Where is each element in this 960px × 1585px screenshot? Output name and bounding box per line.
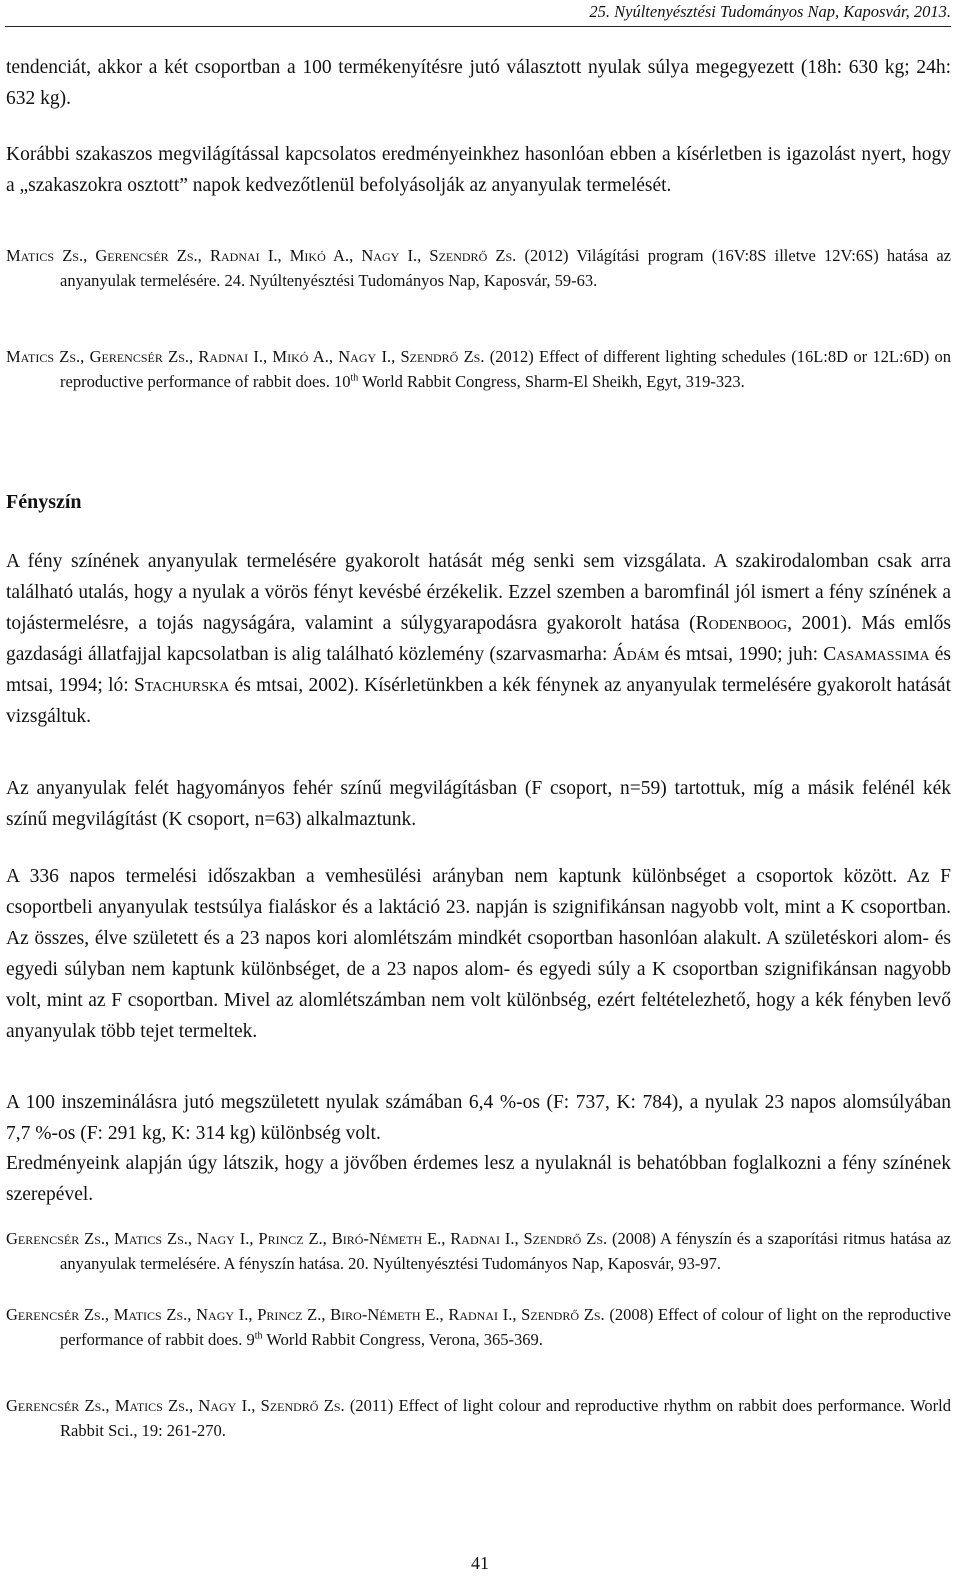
citation-author: Ádám (612, 644, 660, 665)
paragraph-results-summary: A 100 inszeminálásra jutó megszületett nyulak számában 6,4 %-os (F: 737, K: 784), a nyulak 23 napos alomsúlyában 7,7 %-os (F: 291 kg, K: 314 kg) különbség volt. (6, 1092, 951, 1144)
paragraph-methods: Az anyanyulak felét hagyományos fehér színű megvilágításban (F csoport, n=59) tartottuk, míg a másik felénél kék színű megvilágítást (K csoport, n=63) alkalmaztunk. (6, 778, 951, 830)
citation-author: Casamassima (823, 644, 930, 665)
paragraph-lighting-conclusion: Korábbi szakaszos megvilágítással kapcsolatos eredményeinkhez hasonlóan ebben a kísérletben is igazolást nyert, hogy a „szakaszokra osztott” napok kedvezőtlenül befolyásolják az anyanyulak termelését. (6, 144, 951, 196)
citation-author: Rodenboog (695, 613, 788, 634)
running-header: 25. Nyúltenyésztési Tudományos Nap, Kaposvár, 2013. (589, 2, 951, 21)
reference-authors: Gerencsér Zs., Matics Zs., Nagy I., Princz Z., Biro-Németh E., Radnai I., Szendrő Zs. (6, 1305, 605, 1324)
paragraph-results: A 336 napos termelési időszakban a vemhesülési arányban nem kaptunk különbséget a csoportok között. Az F csoportbeli anyanyulak testsúlya fialáskor és a laktáció 23. napján is szignifikánsan nagyobb volt, mint a K csoportban. Az összes, élve született és a 23 napos kori alomlétszám mindkét csoportban hasonlóan alakult. A születéskori alom- és egyedi súlyban nem kaptunk különbséget, de a 23 napos alom- és egyedi súly a K csoportban szignifikánsan nagyobb volt, mint az F csoportban. Mivel az alomlétszámban nem volt különbség, ezért feltételezhető, hogy a kék fényben levő anyanyulak több tejet termeltek. (6, 866, 951, 1042)
paragraph-text: és mtsai, 2002). Kísérletünkben a kék fénynek az anyanyulak termelésére gyakorolt hatását vizsgáltuk. (6, 675, 952, 727)
reference-matics-2012-hu (6, 243, 951, 293)
reference-text: (2008) Effect of colour of light on the reproductive performance of rabbit does. 9 (60, 1305, 951, 1349)
reference-matics-2012-en (6, 344, 951, 394)
reference-text: (2008) A fényszín és a szaporítási ritmus hatása az anyanyulak termelésére. A fényszín hatása. 20. Nyúltenyésztési Tudományos Nap, Kaposvár, 93-97. (60, 1229, 951, 1273)
reference-text: (2012) Effect of different lighting schedules (16L:8D or 12L:6D) on reproductive performance of rabbit does. 10 (60, 347, 951, 391)
reference-gerencser-2008-hu (6, 1226, 951, 1276)
paragraph-text: és mtsai, 1994; ló: (6, 644, 951, 696)
reference-authors: Gerencsér Zs., Matics Zs., Nagy I., Princz Z., Biró-Németh E., Radnai I., Szendrő Zs. (6, 1229, 608, 1248)
paragraph-text: és mtsai, 1990; juh: (659, 644, 824, 665)
paragraph-conclusion: Eredményeink alapján úgy látszik, hogy a jövőben érdemes lesz a nyulaknál is behatóbban foglalkozni a fény színének szerepével. (6, 1153, 951, 1205)
reference-gerencser-2008-en (6, 1302, 951, 1352)
reference-text: World Rabbit Congress, Verona, 365-369. (262, 1330, 543, 1349)
header-rule (5, 26, 951, 27)
reference-text: (2012) Világítási program (16V:8S illetve 12V:6S) hatása az anyanyulak termelésére. 24. Nyúltenyésztési Tudományos Nap, Kaposvár, 59-63. (60, 246, 951, 290)
paragraph-text: A fény színének anyanyulak termelésére gyakorolt hatását még senki sem vizsgálata. A szakirodalomban csak arra található utalás, hogy a nyulak a vörös fényt kevésbé érzékelik. Ezzel szemben a baromfinál jól ismert a fény színének a tojástermelésre, a tojás nagyságára, valamint a súlygyarapodásra gyakorolt hatása ( (6, 551, 951, 634)
page-number: 41 (471, 1553, 489, 1573)
reference-text: World Rabbit Congress, Sharm-El Sheikh, Egyt, 319-323. (358, 372, 745, 391)
reference-superscript: th (254, 1330, 263, 1342)
reference-authors: Gerencsér Zs., Matics Zs., Nagy I., Szendrő Zs. (6, 1396, 345, 1415)
paragraph-continuation: tendenciát, akkor a két csoportban a 100 termékenyítésre jutó választott nyulak súlya megegyezett (18h: 630 kg; 24h: 632 kg). (6, 57, 951, 109)
citation-author: Stachurska (133, 675, 230, 696)
paragraph-intro (6, 546, 951, 732)
paragraph-text: , 2001). Más emlős gazdasági állatfajjal kapcsolatban is alig található közlemény (szarvasmarha: (6, 613, 951, 665)
reference-authors: Matics Zs., Gerencsér Zs., Radnai I., Mikó A., Nagy I., Szendrő Zs. (6, 347, 485, 366)
section-heading-fenyszin: Fényszín (6, 491, 82, 513)
reference-gerencser-2011 (6, 1393, 951, 1443)
reference-text: (2011) Effect of light colour and reproductive rhythm on rabbit does performance. World Rabbit Sci., 19: 261-270. (60, 1396, 951, 1440)
reference-superscript: th (350, 372, 359, 384)
reference-authors: Matics Zs., Gerencsér Zs., Radnai I., Mikó A., Nagy I., Szendrő Zs. (6, 246, 517, 265)
